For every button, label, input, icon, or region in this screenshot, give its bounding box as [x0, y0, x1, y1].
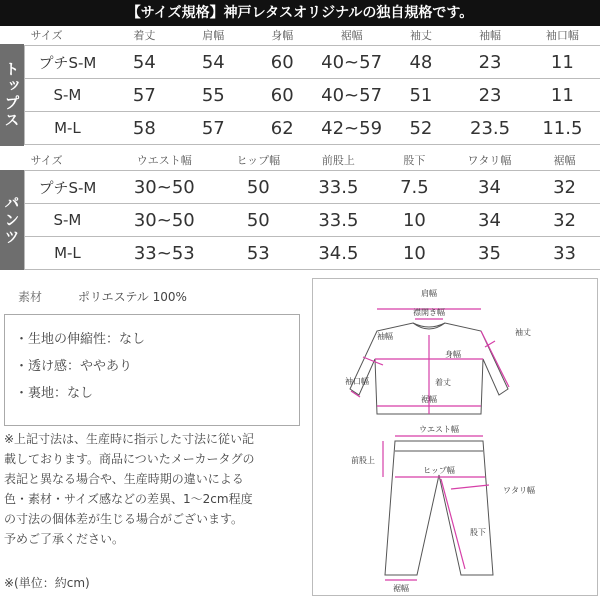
label-suso-pants: 裾幅 [393, 584, 409, 593]
label-hip: ヒップ幅 [423, 466, 455, 475]
pants-table-row [25, 171, 600, 204]
tops-value-cell: 40~57 [317, 46, 387, 79]
tops-table-row [25, 79, 600, 112]
label-kubi: 襟開き幅 [413, 308, 445, 317]
tops-value-cell: 60 [248, 46, 317, 79]
pants-value-cell: 33.5 [298, 171, 379, 204]
pants-value-cell: 30~50 [110, 171, 219, 204]
note-line: ※上記寸法は、生産時に指示した寸法に従い記 [4, 432, 255, 446]
tops-value-cell: 57 [110, 79, 179, 112]
tops-value-cell: 42~59 [317, 112, 387, 145]
tops-value-cell: 23.5 [455, 112, 524, 145]
label-kitake: 着丈 [435, 378, 451, 387]
pants-size-label: プチS-M [25, 171, 110, 204]
size-note [4, 429, 300, 549]
tops-value-cell: 11.5 [525, 112, 600, 145]
pants-value-cell: 32 [529, 171, 600, 204]
pants-value-cell: 33 [529, 237, 600, 270]
pants-header-cell: 股下 [403, 154, 426, 167]
measurement-diagram [312, 278, 598, 596]
note-line: 載しております。商品についたメーカータグの [4, 452, 255, 466]
label-mi: 身幅 [445, 350, 461, 359]
tops-value-cell: 54 [110, 46, 179, 79]
tops-header-cell: 着丈 [133, 29, 156, 42]
tops-size-label: プチS-M [25, 46, 110, 79]
tops-value-cell: 48 [386, 46, 455, 79]
pants-size-label: M-L [25, 237, 110, 270]
tops-value-cell: 40~57 [317, 79, 387, 112]
note-line: 色・素材・サイズ感などの差異、1～2cm程度 [4, 492, 253, 506]
pants-value-cell: 50 [219, 204, 298, 237]
tops-value-cell: 57 [179, 112, 248, 145]
tops-value-cell: 62 [248, 112, 317, 145]
note-line: の寸法の個体差が生じる場合がございます。 [4, 512, 244, 526]
pants-header-cell: ヒップ幅 [236, 154, 281, 167]
tops-header-cell: 裾幅 [340, 29, 363, 42]
pants-illustration [385, 441, 493, 575]
pants-header-cell: 前股上 [321, 154, 355, 167]
tops-value-cell: 11 [525, 46, 600, 79]
tops-value-cell: 23 [455, 79, 524, 112]
label-suso-top: 裾幅 [421, 395, 437, 404]
material-label: 素材 [18, 290, 43, 304]
tops-value-cell: 55 [179, 79, 248, 112]
property-stretch: ・生地の伸縮性：なし [15, 332, 146, 347]
tops-value-cell: 58 [110, 112, 179, 145]
pants-header-cell: 裾幅 [553, 154, 576, 167]
tops-size-table [24, 25, 600, 145]
pants-value-cell: 30~50 [110, 204, 219, 237]
note-line: 予めご了承ください。 [4, 532, 125, 546]
material-value: ポリエステル 100% [77, 290, 187, 304]
unit-note: ※(単位：約cm) [4, 576, 90, 590]
tops-value-cell: 54 [179, 46, 248, 79]
tops-header-cell: 袖幅 [479, 29, 502, 42]
pants-value-cell: 7.5 [379, 171, 450, 204]
pants-table-row [25, 237, 600, 270]
property-sheer: ・透け感：ややあり [15, 359, 133, 374]
tops-value-cell: 23 [455, 46, 524, 79]
tops-value-cell: 60 [248, 79, 317, 112]
note-line: 表記と異なる場合や、生産時期の違いによる [4, 472, 244, 486]
pants-size-label: S-M [25, 204, 110, 237]
label-sode: 袖幅 [377, 332, 393, 341]
pants-header-cell: サイズ [30, 154, 63, 167]
tops-header-cell: 袖口幅 [545, 29, 579, 42]
pants-header-cell: ウエスト幅 [136, 154, 192, 167]
pants-value-cell: 53 [219, 237, 298, 270]
pants-value-cell: 33.5 [298, 204, 379, 237]
pants-table-row [25, 204, 600, 237]
pants-value-cell: 33~53 [110, 237, 219, 270]
property-lining: ・裏地：なし [15, 386, 94, 401]
tops-value-cell: 52 [386, 112, 455, 145]
label-kata: 肩幅 [421, 289, 437, 298]
page-banner: 【サイズ規格】神戸レタスオリジナルの独自規格です。 [0, 0, 600, 26]
pants-value-cell: 34 [450, 204, 529, 237]
tops-value-cell: 51 [386, 79, 455, 112]
tops-table-row [25, 112, 600, 145]
tops-table-row [25, 46, 600, 79]
properties-box [4, 314, 300, 426]
label-waist: ウエスト幅 [419, 425, 459, 434]
pants-value-cell: 34.5 [298, 237, 379, 270]
tops-section-label: トップス [0, 44, 24, 146]
pants-value-cell: 10 [379, 237, 450, 270]
label-watari: ワタリ幅 [503, 486, 535, 495]
pants-value-cell: 10 [379, 204, 450, 237]
pants-size-table [24, 150, 600, 270]
pants-header-cell: ワタリ幅 [467, 154, 512, 167]
pants-value-cell: 34 [450, 171, 529, 204]
tops-header-cell: 肩幅 [202, 29, 225, 42]
tops-value-cell: 11 [525, 79, 600, 112]
pants-value-cell: 50 [219, 171, 298, 204]
tops-size-label: S-M [25, 79, 110, 112]
pants-value-cell: 35 [450, 237, 529, 270]
label-mata: 前股上 [351, 456, 375, 465]
tops-header-cell: サイズ [30, 29, 63, 42]
tops-header-cell: 身幅 [271, 29, 294, 42]
tops-size-label: M-L [25, 112, 110, 145]
pants-value-cell: 32 [529, 204, 600, 237]
label-sodetake: 袖丈 [515, 328, 531, 337]
pants-section-label: パンツ [0, 170, 24, 270]
label-matashita: 股下 [470, 528, 486, 537]
label-sodeguchi: 袖口幅 [345, 377, 369, 386]
tops-header-cell: 袖丈 [409, 29, 432, 42]
material-info [18, 288, 187, 305]
